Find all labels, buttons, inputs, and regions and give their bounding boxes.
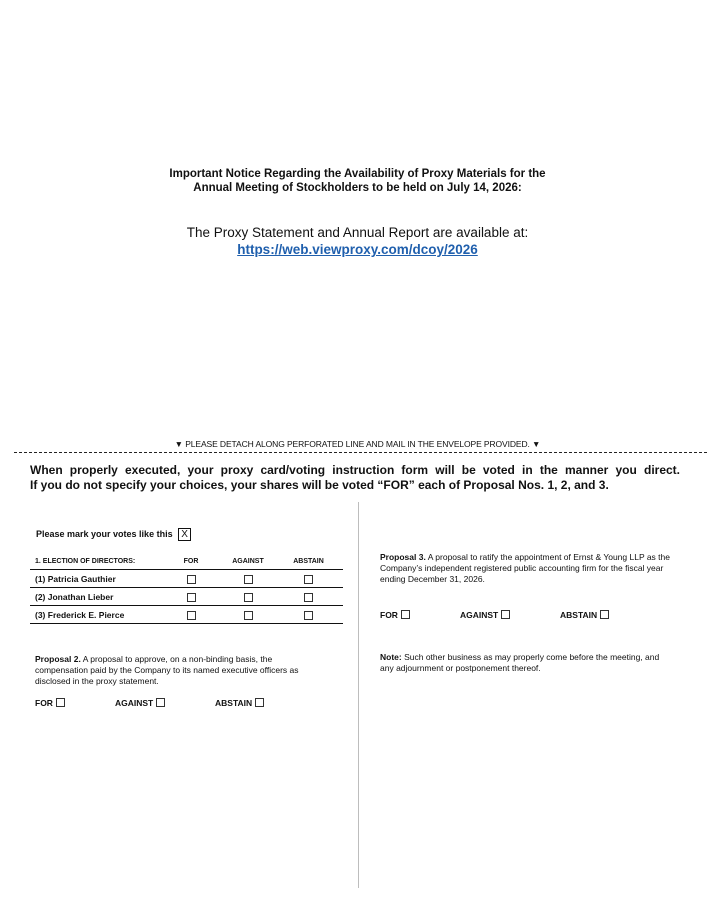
proposal-3-description: A proposal to ratify the appointment of Ernst & Young LLP as the Company’s independent registered public accounting firm for the fiscal year ending December 31, 2026.: [380, 552, 670, 584]
proposal-3-abstain: [560, 610, 609, 620]
director-2-against-checkbox[interactable]: [244, 593, 253, 602]
director-name: (3) Frederick E. Pierce: [30, 606, 160, 624]
table-row: [30, 570, 343, 588]
director-1-against-checkbox[interactable]: [244, 575, 253, 584]
director-2-for-checkbox[interactable]: [187, 593, 196, 602]
column-against: AGAINST: [222, 556, 274, 570]
column-abstain: ABSTAIN: [274, 556, 343, 570]
proposal-2-text: [35, 654, 320, 687]
proposal-3-abstain-checkbox[interactable]: [600, 610, 609, 619]
director-3-abstain-checkbox[interactable]: [304, 611, 313, 620]
note-title: Note:: [380, 652, 402, 662]
proposal-3-for-label: FOR: [380, 610, 398, 620]
proposal-2-description: A proposal to approve, on a non-binding basis, the compensation paid by the Company to its named executive officers as disclosed in the proxy statement.: [35, 654, 299, 686]
table-header-row: [30, 556, 343, 570]
voting-instructions-line-2: If you do not specify your choices, your shares will be voted “FOR” each of Proposal Nos. 1, 2, and 3.: [30, 477, 609, 492]
voting-instructions-line-1: When properly executed, your proxy card/voting instruction form will be voted in the manner you direct.: [30, 463, 680, 477]
proposal-2-for-checkbox[interactable]: [56, 698, 65, 707]
example-mark-box: X: [178, 528, 191, 541]
proposal-3-against-checkbox[interactable]: [501, 610, 510, 619]
proxy-availability-notice: [0, 167, 715, 195]
director-3-for-checkbox[interactable]: [187, 611, 196, 620]
proposal-3-for: [380, 610, 410, 620]
notice-line-2: Annual Meeting of Stockholders to be held on July 14, 2026:: [193, 182, 522, 194]
proposal-2-against: [115, 698, 165, 708]
proxy-materials-link[interactable]: https://web.viewproxy.com/dcoy/2026: [237, 242, 478, 257]
election-heading: 1. ELECTION OF DIRECTORS:: [30, 556, 160, 570]
table-row: [30, 606, 343, 624]
proposal-2-for-label: FOR: [35, 698, 53, 708]
mark-votes-label: Please mark your votes like this: [36, 528, 173, 539]
voting-instructions: [30, 463, 680, 492]
election-of-directors-table: [30, 556, 343, 624]
proposal-3-abstain-label: ABSTAIN: [560, 610, 598, 620]
director-1-abstain-checkbox[interactable]: [304, 575, 313, 584]
proposal-2-abstain-checkbox[interactable]: [255, 698, 264, 707]
perforated-line: [14, 452, 707, 453]
proposal-3-against: [460, 610, 510, 620]
proposal-3-text: [380, 552, 672, 585]
table-row: [30, 588, 343, 606]
proposal-2-abstain: [215, 698, 264, 708]
proposal-3-against-label: AGAINST: [460, 610, 499, 620]
director-3-against-checkbox[interactable]: [244, 611, 253, 620]
proposal-2-title: Proposal 2.: [35, 654, 81, 664]
director-2-abstain-checkbox[interactable]: [304, 593, 313, 602]
proposal-2-against-checkbox[interactable]: [156, 698, 165, 707]
other-business-note: [380, 652, 672, 674]
director-1-for-checkbox[interactable]: [187, 575, 196, 584]
mark-votes-example: [36, 528, 191, 541]
availability-text: The Proxy Statement and Annual Report are available at:: [186, 225, 529, 240]
proxy-materials-availability: [0, 224, 715, 258]
column-divider: [358, 502, 359, 888]
column-for: FOR: [160, 556, 222, 570]
director-name: (2) Jonathan Lieber: [30, 588, 160, 606]
proposal-2-abstain-label: ABSTAIN: [215, 698, 253, 708]
proposal-2-for: [35, 698, 65, 708]
detach-instruction: ▼ PLEASE DETACH ALONG PERFORATED LINE AND MAIL IN THE ENVELOPE PROVIDED. ▼: [174, 439, 541, 449]
notice-line-1: Important Notice Regarding the Availability of Proxy Materials for the: [169, 168, 546, 180]
proposal-2-against-label: AGAINST: [115, 698, 154, 708]
proposal-3-title: Proposal 3.: [380, 552, 426, 562]
director-name: (1) Patricia Gauthier: [30, 570, 160, 588]
proposal-3-for-checkbox[interactable]: [401, 610, 410, 619]
note-text: Such other business as may properly come before the meeting, and any adjournment or postponement thereof.: [380, 652, 660, 673]
